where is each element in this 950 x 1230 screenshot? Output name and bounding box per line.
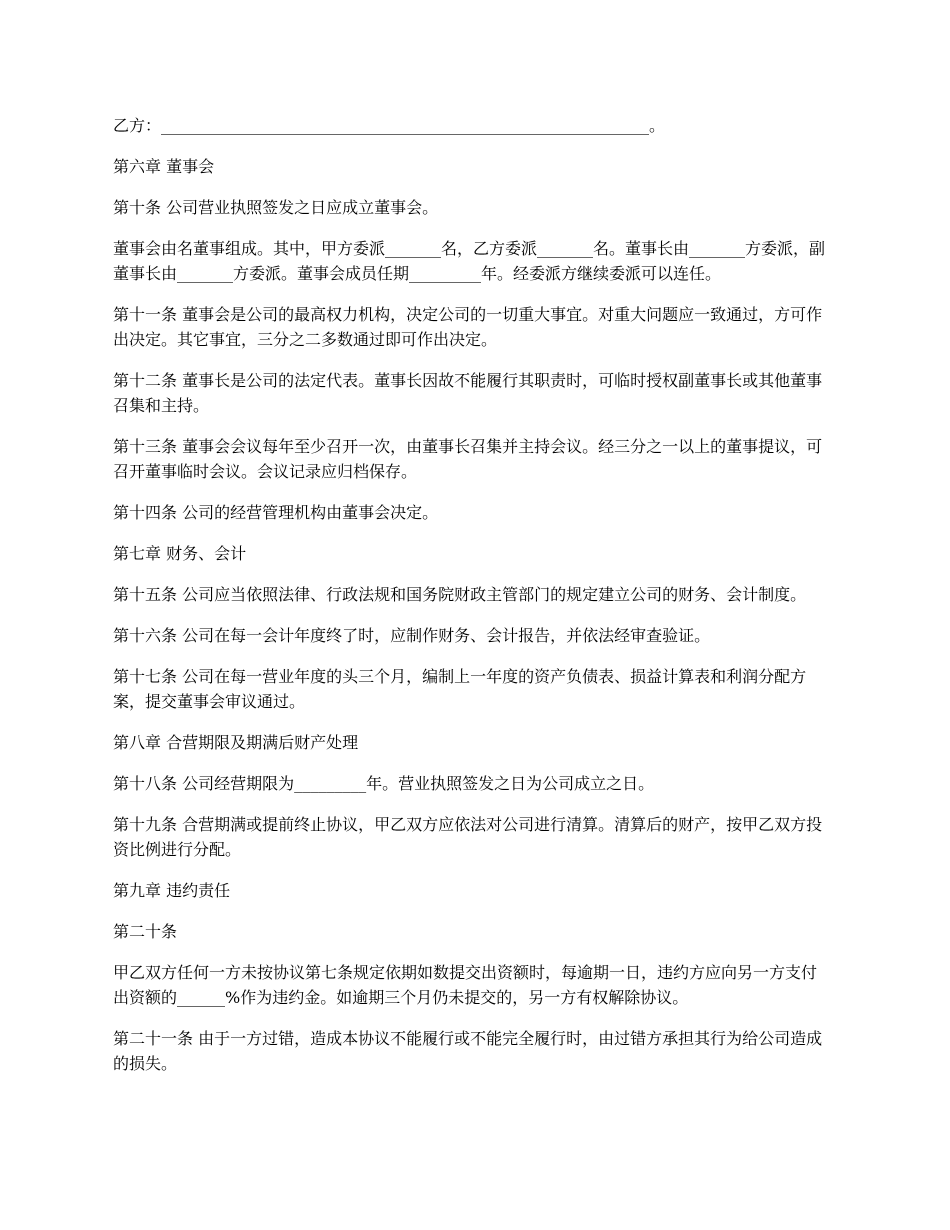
article-11: 第十一条 董事会是公司的最高权力机构，决定公司的一切重大事宜。对重大问题应一致通过，方可作出决定。其它事宜，三分之二多数通过即可作出决定。 [113,305,823,349]
chapter-9-heading: 第九章 违约责任 [113,881,231,900]
article-20-heading: 第二十条 [113,922,178,941]
article-20-body: 甲乙双方任何一方未按协议第七条规定依期如数提交出资额时，每逾期一日，违约方应向另一方支付出资额的______%作为违约金。如逾期三个月仍未提交的，另一方有权解除协议。 [113,963,818,1007]
chapter-6-heading: 第六章 董事会 [113,157,215,176]
article-14: 第十四条 公司的经营管理机构由董事会决定。 [113,503,439,522]
board-composition-paragraph: 董事会由名董事组成。其中，甲方委派_______名，乙方委派_______名。董事长由_______方委派，副董事长由_______方委派。董事会成员任期_________年。经委派方继续委派可以连任。 [113,239,826,283]
document-page [113,113,828,1092]
article-15: 第十五条 公司应当依照法律、行政法规和国务院财政主管部门的规定建立公司的财务、会计制度。 [113,585,807,604]
chapter-7-heading: 第七章 财务、会计 [113,544,247,563]
article-19: 第十九条 合营期满或提前终止协议，甲乙双方应依法对公司进行清算。清算后的财产，按甲乙双方投资比例进行分配。 [113,815,823,859]
article-16: 第十六条 公司在每一会计年度终了时，应制作财务、会计报告，并依法经审查验证。 [113,626,711,645]
article-21: 第二十一条 由于一方过错，造成本协议不能履行或不能完全履行时，由过错方承担其行为给公司造成的损失。 [113,1029,823,1073]
article-12: 第十二条 董事长是公司的法定代表。董事长因故不能履行其职责时，可临时授权副董事长或其他董事召集和主持。 [113,371,823,415]
party-b-line: 乙方：_____________________________________________________________。 [113,116,666,135]
article-17: 第十七条 公司在每一营业年度的头三个月，编制上一年度的资产负债表、损益计算表和利润分配方案，提交董事会审议通过。 [113,667,807,711]
article-13: 第十三条 董事会会议每年至少召开一次，由董事长召集并主持会议。经三分之一以上的董事提议，可召开董事临时会议。会议记录应归档保存。 [113,437,823,481]
article-18: 第十八条 公司经营期限为_________年。营业执照签发之日为公司成立之日。 [113,774,655,793]
chapter-8-heading: 第八章 合营期限及期满后财产处理 [113,733,359,752]
article-10: 第十条 公司营业执照签发之日应成立董事会。 [113,198,439,217]
